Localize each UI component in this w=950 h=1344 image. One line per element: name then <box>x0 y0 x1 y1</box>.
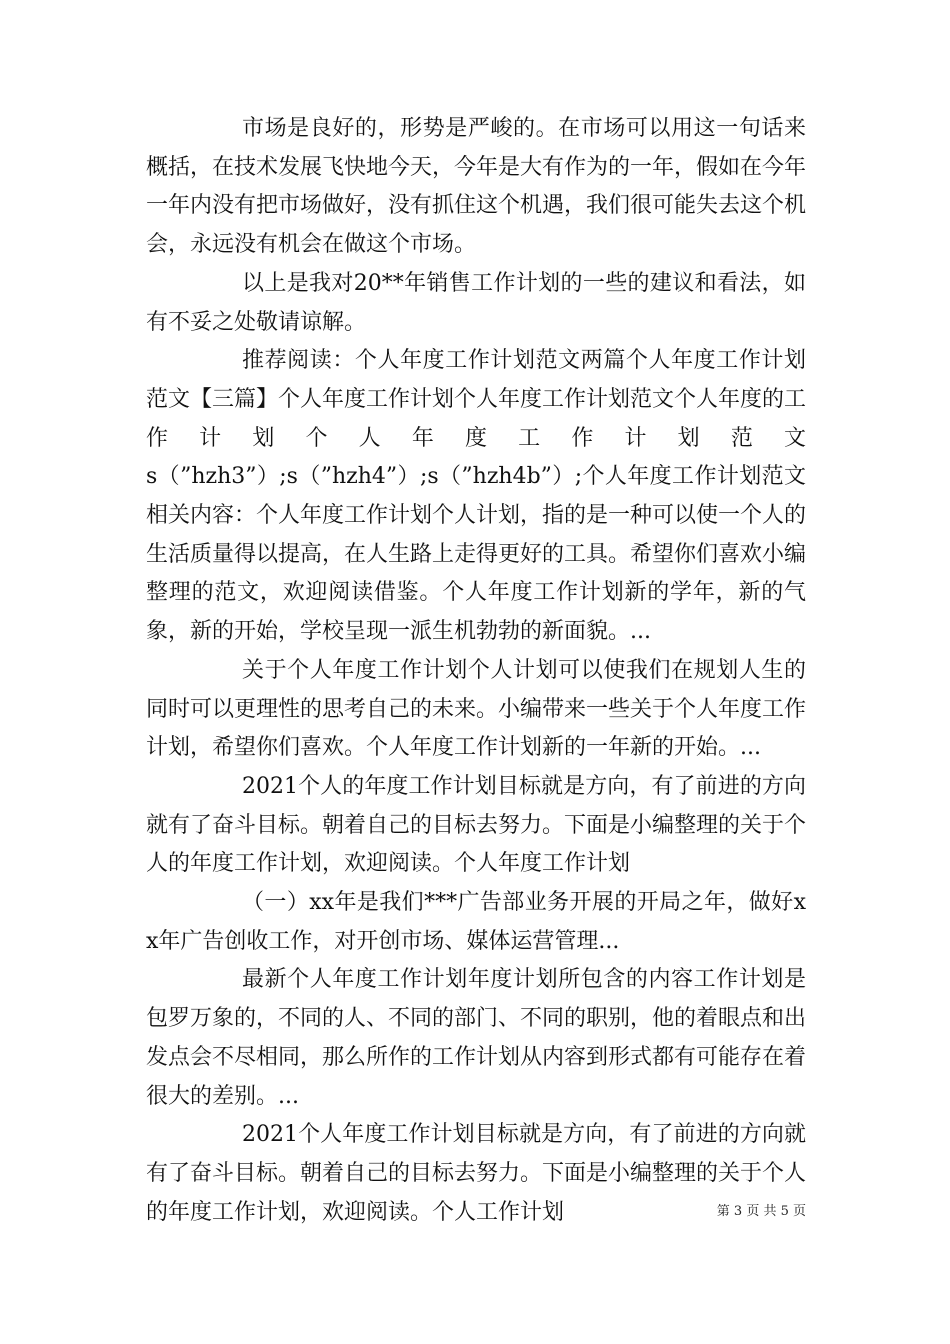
paragraph-summary: 以上是我对20**年销售工作计划的一些的建议和看法，如有不妥之处敬请谅解。 <box>146 270 806 335</box>
paragraph-related-content: s（”hzh3”）;s（”hzh4”）;s（”hzh4b”）;个人年度工作计划范文相关内容：个人年度工作计划个人计划，指的是一种可以使一个人的生活质量得以提高，在人生路上走得更好的工具。希望你们喜欢小编整理的范文，欢迎阅读借鉴。个人年度工作计划新的学年，新的气象，新的开始，学校呈现一派生机勃勃的新面貌。... <box>146 464 807 645</box>
page-number-footer: 第 3 页 共 5 页 <box>716 1204 806 1219</box>
paragraph-personal-plan: 关于个人年度工作计划个人计划可以使我们在规划人生的同时可以更理性的思考自己的未来。小编带来一些关于个人年度工作计划，希望你们喜欢。个人年度工作计划新的一年新的开始。... <box>146 657 807 761</box>
paragraph-latest-plan: 最新个人年度工作计划年度计划所包含的内容工作计划是包罗万象的，不同的人、不同的部门、不同的职别，他的着眼点和出发点会不尽相同，那么所作的工作计划从内容到形式都有可能存在着很大的差别。... <box>146 967 807 1109</box>
paragraph-market: 市场是良好的，形势是严峻的。在市场可以用这一句话来概括，在技术发展飞快地今天，今年是大有作为的一年，假如在今年一年内没有把市场做好，没有抓住这个机遇，我们很可能失去这个机会，永远没有机会在做这个市场。 <box>146 116 807 258</box>
paragraph-recommended: 推荐阅读：个人年度工作计划范文两篇个人年度工作计划范文【三篇】个人年度工作计划个人年度工作计划范文个人年度的工作计划个人年度工作计划范文 <box>146 348 807 451</box>
document-body <box>146 110 806 1232</box>
paragraph-2021-plan: 2021个人的年度工作计划目标就是方向，有了前进的方向就有了奋斗目标。朝着自己的目标去努力。下面是小编整理的关于个人的年度工作计划，欢迎阅读。个人年度工作计划 <box>146 773 807 877</box>
paragraph-2021-personal: 2021个人年度工作计划目标就是方向，有了前进的方向就有了奋斗目标。朝着自己的目标去努力。下面是小编整理的关于个人的年度工作计划，欢迎阅读。个人工作计划 <box>146 1122 807 1225</box>
paragraph-advertising: （一）xx年是我们***广告部业务开展的开局之年，做好xx年广告创收工作，对开创市场、媒体运营管理... <box>146 890 806 954</box>
